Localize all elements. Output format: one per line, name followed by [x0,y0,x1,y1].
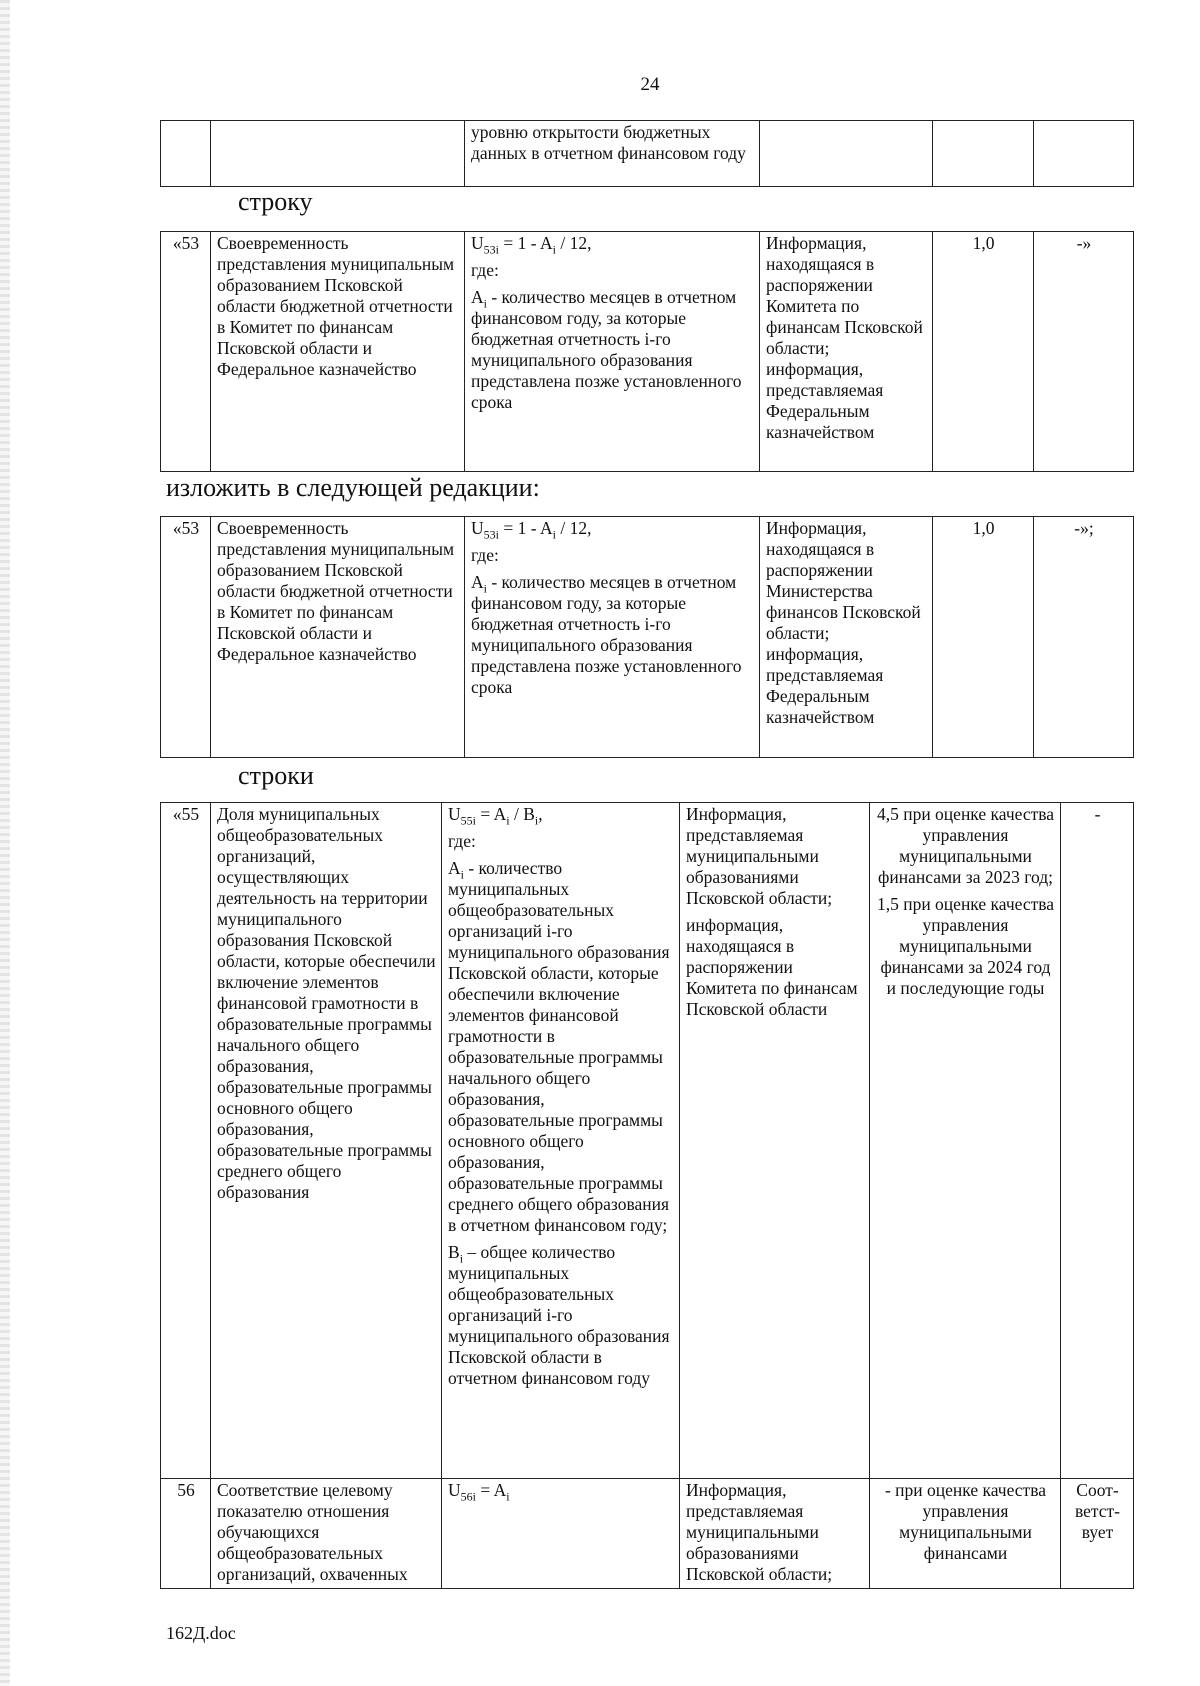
formula: $U_{56i} = A_i$ [448,1480,510,1504]
formula-definition-a: $A_i$ - количество муниципальных общеобразовательных организаций i-го муниципального образования Псковской области, которые обеспечили включение элементов финансовой грамотности в образовательные программы начального общего образования, образовательные программы основного общего образования, образовательные программы среднего общего образования в отчетном финансовом году; [448,858,670,1235]
cell-end [1034,121,1134,187]
cell-end: -» [1034,232,1134,472]
table-row [161,803,1134,1479]
cell-name: Доля муниципальных общеобразовательных организаций, осуществляющих деятельность на территории муниципального образования Псковской области, которые обеспечили включение элементов финансовой грамотности в образовательные программы начального общего образования, образовательные программы основного общего образования, образовательные программы среднего общего образования [211,803,442,1479]
formula: $U_{53i} = 1 - A_i / 12$, [471,233,592,257]
table-row [161,517,1134,758]
label-stroki: строки [238,761,314,790]
formula-definition: $A_i$ - количество месяцев в отчетном финансовом году, за которые бюджетная отчетность i-го муниципального образования представлена позже установленного срока [471,572,742,697]
footer-filename: 162Д.doc [166,1623,236,1643]
cell-end: - [1061,803,1134,1479]
cell-weight: 4,5 при оценке качества управления муниципальными финансами за 2023 год; 1,5 при оценке качества управления муниципальными финансами за 2024 год и последующие годы [870,803,1061,1479]
formula-where: где: [448,831,476,851]
cell-formula [465,232,760,472]
cell-num [161,121,211,187]
formula: $U_{53i} = 1 - A_i / 12$, [471,518,592,542]
cell-name: Своевременность представления муниципальным образованием Псковской области бюджетной отчетности в Комитет по финансам Псковской области и Федеральное казначейство [211,517,465,758]
cell-name [211,121,465,187]
cell-weight: - при оценке качества управления муниципальными финансами [870,1479,1061,1589]
formula: $U_{55i} = A_i / B_i$, [448,804,543,828]
table-row [161,232,1134,472]
cell-formula: уровню открытости бюджетных данных в отчетном финансовом году [465,121,760,187]
cell-source [760,121,933,187]
table-row [161,1479,1134,1589]
table-row53-old [160,231,1134,472]
cell-source: Информация, находящаяся в распоряжении Министерства финансов Псковской области; информация, представляемая Федеральным казначейством [760,517,933,758]
cell-num: 56 [161,1479,211,1589]
cell-source: Информация, находящаяся в распоряжении Комитета по финансам Псковской области; информация, представляемая Федеральным казначейством [760,232,933,472]
page-number: 24 [640,74,660,95]
cell-end: Соот-ветст-вует [1061,1479,1134,1589]
cell-num: «55 [161,803,211,1479]
cell-weight: 1,0 [933,517,1034,758]
cell-weight: 1,0 [933,232,1034,472]
cell-source: Информация, представляемая муниципальными образованиями Псковской области; [680,1479,870,1589]
formula-definition-b: $B_i$ – общее количество муниципальных общеобразовательных организаций i-го муниципального образования Псковской области в отчетном финансовом году [448,1242,670,1388]
cell-name: Своевременность представления муниципальным образованием Псковской области бюджетной отчетности в Комитет по финансам Псковской области и Федеральное казначейство [211,232,465,472]
cell-formula [465,517,760,758]
table-rows-55-56 [160,802,1134,1589]
cell-source: Информация, представляемая муниципальными образованиями Псковской области; информация, находящаяся в распоряжении Комитета по финансам Псковской области [680,803,870,1479]
cell-formula [442,1479,680,1589]
formula-definition: $A_i$ - количество месяцев в отчетном финансовом году, за которые бюджетная отчетность i-го муниципального образования представлена позже установленного срока [471,287,742,412]
table-row53-new [160,516,1134,758]
formula-where: где: [471,545,499,565]
formula-where: где: [471,260,499,280]
scan-edge [0,0,10,1686]
cell-weight [933,121,1034,187]
cell-end: -»; [1034,517,1134,758]
cell-num: «53 [161,232,211,472]
table-continuation [160,120,1134,187]
cell-num: «53 [161,517,211,758]
label-izlozhit: изложить в следующей редакции: [166,473,540,502]
label-stroku: строку [238,187,313,216]
cell-name: Соответствие целевому показателю отношения обучающихся общеобразовательных организаций, охваченных [211,1479,442,1589]
cell-formula [442,803,680,1479]
table-row [161,121,1134,187]
